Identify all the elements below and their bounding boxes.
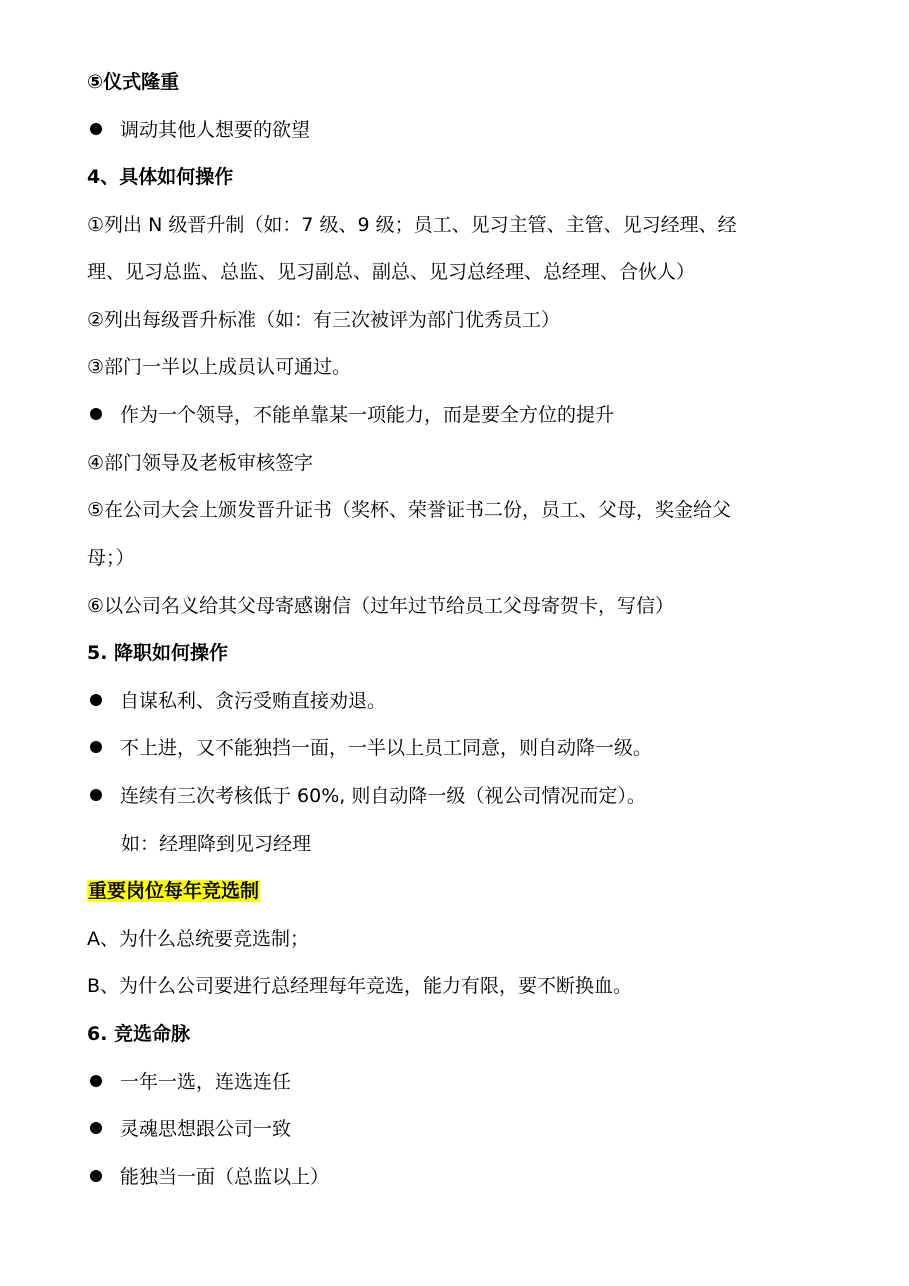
step-2: ②列出每级晋升标准（如：有三次被评为部门优秀员工） bbox=[87, 309, 561, 331]
step-5-line-2: 母；） bbox=[87, 547, 135, 569]
highlighted-heading: 重要岗位每年竞选制 bbox=[88, 880, 260, 902]
bullet-item: 灵魂思想跟公司一致 bbox=[87, 1115, 832, 1143]
section-heading-6: 6. 竞选命脉 bbox=[87, 1023, 191, 1045]
bullet-item: 调动其他人想要的欲望 bbox=[87, 116, 832, 144]
item-ceremony-heading: ⑤仪式隆重 bbox=[87, 71, 180, 93]
step-1-line-2: 理、见习总监、总监、见习副总、副总、见习总经理、总经理、合伙人） bbox=[87, 261, 696, 283]
bullet-item: 不上进，又不能独挡一面，一半以上员工同意，则自动降一级。 bbox=[87, 734, 832, 762]
bullet-item: 连续有三次考核低于 60%, 则自动降一级（视公司情况而定）。 bbox=[87, 782, 832, 810]
bullet-icon bbox=[90, 1170, 102, 1182]
example-text: 如：经理降到见习经理 bbox=[121, 833, 312, 855]
question-b: B、为什么公司要进行总经理每年竞选，能力有限，要不断换血。 bbox=[87, 975, 633, 997]
section-heading-5: 5. 降职如何操作 bbox=[87, 642, 229, 664]
step-4: ④部门领导及老板审核签字 bbox=[87, 452, 314, 474]
step-1-line-1: ①列出 N 级晋升制（如：7 级、9 级；员工、见习主管、主管、见习经理、经 bbox=[87, 214, 737, 236]
bullet-item: 作为一个领导，不能单靠某一项能力，而是要全方位的提升 bbox=[87, 401, 832, 429]
question-a: A、为什么总统要竞选制； bbox=[87, 928, 309, 950]
bullet-icon bbox=[90, 1122, 102, 1134]
bullet-icon bbox=[90, 1075, 102, 1087]
bullet-icon bbox=[90, 123, 102, 135]
bullet-item: 能独当一面（总监以上） bbox=[87, 1163, 832, 1191]
step-5-line-1: ⑤在公司大会上颁发晋升证书（奖杯、荣誉证书二份，员工、父母，奖金给父 bbox=[87, 499, 732, 521]
step-3: ③部门一半以上成员认可通过。 bbox=[87, 356, 352, 378]
bullet-icon bbox=[90, 408, 102, 420]
bullet-icon bbox=[90, 741, 102, 753]
bullet-item: 自谋私利、贪污受贿直接劝退。 bbox=[87, 687, 832, 715]
bullet-icon bbox=[90, 694, 102, 706]
section-heading-4: 4、具体如何操作 bbox=[87, 166, 234, 188]
bullet-icon bbox=[90, 789, 102, 801]
bullet-item: 一年一选，连选连任 bbox=[87, 1068, 832, 1096]
step-6: ⑥以公司名义给其父母寄感谢信（过年过节给员工父母寄贺卡，写信） bbox=[87, 595, 675, 617]
